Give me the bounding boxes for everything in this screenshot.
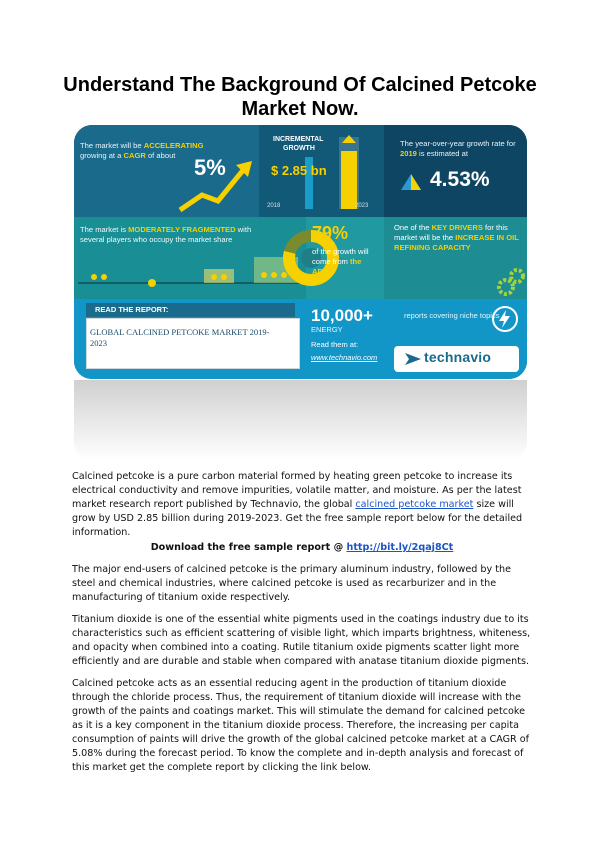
apac-value: 79%: [312, 223, 349, 243]
growth-arrow-icon: [174, 155, 256, 215]
cagr-value: 5%: [194, 155, 226, 180]
calcined-petcoke-market-link[interactable]: calcined petcoke market: [355, 499, 474, 510]
triangle-icon: [400, 173, 422, 191]
yoy-panel: The year-over-year growth rate for 2019 is estimated at 4.53%: [384, 125, 527, 217]
incremental-growth-panel: INCREMENTAL GROWTH $ 2.85 bn 2018 2023: [259, 125, 384, 217]
energy-count: 10,000+: [311, 306, 373, 325]
yoy-value: 4.53%: [430, 168, 490, 191]
infographic: [74, 125, 527, 379]
technavio-logo-text: technavio: [424, 349, 492, 365]
players-illustration: [74, 247, 306, 299]
lightning-icon: [491, 305, 519, 333]
technavio-logo-icon: [404, 351, 422, 367]
read-report-heading: READ THE REPORT:: [86, 303, 295, 317]
fragmented-panel: The market is MODERATELY FRAGMENTED with several players who occupy the market share: [74, 217, 306, 299]
end-users-paragraph: The major end-users of calcined petcoke is the primary aluminum industry, followed by the steel and chemical industries, where calcined petcoke is used as recarburizer and in the manufacturing of titanium oxide respectively.: [72, 564, 511, 603]
report-name[interactable]: GLOBAL CALCINED PETCOKE MARKET 2019-2023: [90, 327, 270, 348]
energy-label: ENERGY: [311, 325, 343, 334]
download-line: Download the free sample report @ http://bit.ly/2qaj8Ct: [150, 542, 454, 553]
read-label: Read them at:: [311, 340, 359, 349]
titanium-dioxide-paragraph: Titanium dioxide is one of the essential white pigments used in the coatings industry due to its characteristics such as efficient scattering of visible light, which imparts brightness, whiteness, and opacity when combined into a coating. Rutile titanium oxide pigments scatter light more efficiently and are durable and stable when compared with anatase titanium dioxide pigments.: [72, 614, 531, 667]
cagr-panel: [74, 125, 259, 217]
page-title: Understand The Background Of Calcined Petcoke Market Now.: [63, 74, 537, 120]
apac-panel: 79% of the growth will come from the APAC: [306, 217, 384, 299]
technavio-url[interactable]: www.technavio.com: [311, 353, 378, 362]
gears-icon: [496, 267, 526, 297]
cagr-text: The market will be ACCELERATING growing at a CAGR of about: [80, 141, 204, 160]
intro-paragraph: Calcined petcoke is a pure carbon material formed by heating green petcoke to increase its electrical conductivity and remove impurities, volatile matter, and moisture. As per the latest market research report published by Technavio, the global calcined petcoke market size will grow by USD 2.85 billion during 2019-2023. Get the free sample report below for the detailed information.: [72, 471, 523, 538]
infographic-reflection: [74, 380, 527, 460]
energy-text: reports covering niche topics: [404, 311, 500, 320]
incremental-value: $ 2.85 bn: [271, 163, 327, 178]
sample-report-link[interactable]: http://bit.ly/2qaj8Ct: [346, 542, 454, 553]
reducing-agent-paragraph: Calcined petcoke acts as an essential reducing agent in the production of titanium dioxide through the chloride process. Thus, the requirement of titanium dioxide will increase with the growth of the paints and coatings market. This will stimulate the demand for calcined petcoke as it is a key component in the titanium dioxide process. Therefore, the increasing per capita consumption of paints will drive the growth of the global calcined petcoke market at a CAGR of 5.08% during the forecast period. To know the complete and in-depth analysis and forecast of this market get the complete report by clicking the link below.: [72, 678, 529, 773]
key-drivers-panel: One of the KEY DRIVERS for this market will be the INCREASE IN OIL REFINING CAPACITY: [384, 217, 527, 299]
